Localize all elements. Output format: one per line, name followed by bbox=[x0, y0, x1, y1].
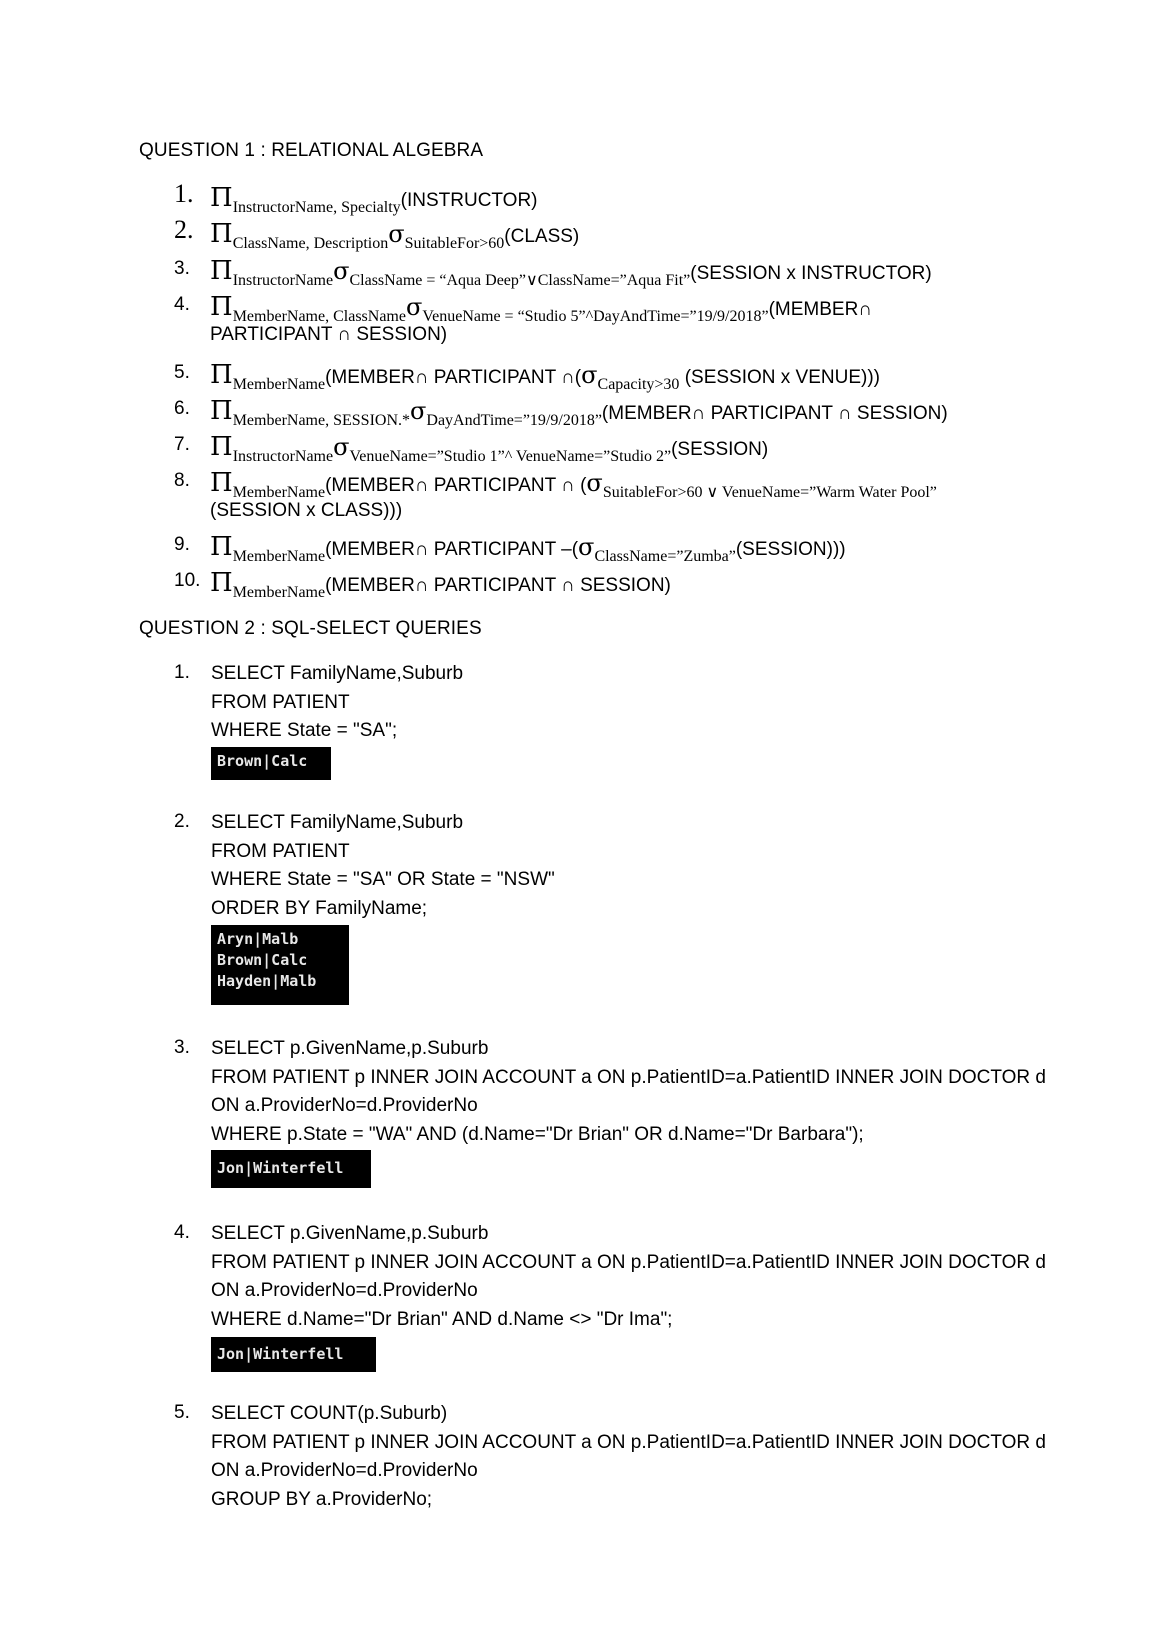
relation: (CLASS) bbox=[504, 226, 580, 247]
sql-line: SELECT FamilyName,Suburb bbox=[211, 812, 464, 833]
projection-attributes: MemberName bbox=[232, 484, 326, 501]
ra-expression bbox=[210, 219, 580, 252]
sql-line: ON a.ProviderNo=d.ProviderNo bbox=[211, 1460, 478, 1481]
ra-expression bbox=[210, 432, 769, 465]
sigma-symbol: σ bbox=[405, 293, 423, 321]
relation: (MEMBER∩ bbox=[768, 299, 872, 320]
ra-item-number: 3. bbox=[174, 258, 190, 279]
projection-attributes: ClassName, Description bbox=[232, 235, 389, 252]
projection-attributes: InstructorName bbox=[232, 448, 334, 465]
sql-line: WHERE State = "SA" OR State = "NSW" bbox=[211, 869, 555, 890]
sql-line: ON a.ProviderNo=d.ProviderNo bbox=[211, 1280, 478, 1301]
projection-attributes: MemberName bbox=[232, 376, 326, 393]
ra-expression bbox=[210, 183, 538, 216]
sql-query bbox=[211, 809, 555, 923]
sql-line: SELECT p.GivenName,p.Suburb bbox=[211, 1038, 489, 1059]
question-1-heading: QUESTION 1 : RELATIONAL ALGEBRA bbox=[139, 140, 484, 161]
pi-symbol: Π bbox=[210, 256, 233, 286]
projection-attributes: MemberName, SESSION.* bbox=[232, 412, 410, 429]
projection-attributes: InstructorName bbox=[232, 272, 334, 289]
selection-condition: DayAndTime=”19/9/2018” bbox=[426, 412, 602, 429]
pi-symbol: Π bbox=[210, 568, 233, 598]
sigma-symbol: σ bbox=[586, 469, 603, 497]
relation-tail: (SESSION x VENUE))) bbox=[679, 367, 880, 388]
sql-query bbox=[211, 1220, 1046, 1334]
pi-symbol: Π bbox=[210, 219, 233, 249]
ra-expression bbox=[210, 292, 872, 325]
sql-item-number: 1. bbox=[174, 662, 190, 683]
result-row: Aryn|Malb bbox=[217, 930, 299, 948]
result-row: Jon|Winterfell bbox=[217, 1159, 344, 1177]
pi-symbol: Π bbox=[210, 396, 233, 426]
sql-line: FROM PATIENT p INNER JOIN ACCOUNT a ON p.PatientID=a.PatientID INNER JOIN DOCTOR d bbox=[211, 1431, 1046, 1453]
projection-attributes: InstructorName, Specialty bbox=[232, 199, 401, 216]
sql-line: FROM PATIENT bbox=[211, 840, 350, 862]
sql-line: WHERE p.State = "WA" AND (d.Name="Dr Brian" OR d.Name="Dr Barbara"); bbox=[211, 1123, 864, 1145]
relation: (INSTRUCTOR) bbox=[400, 190, 538, 211]
selection-condition: VenueName = “Studio 5”^DayAndTime=”19/9/2018” bbox=[422, 308, 769, 325]
sql-line: ON a.ProviderNo=d.ProviderNo bbox=[211, 1095, 478, 1116]
ra-expression-continuation: PARTICIPANT ∩ SESSION) bbox=[210, 324, 448, 345]
result-row: Brown|Calc bbox=[217, 752, 308, 770]
projection-attributes: MemberName bbox=[232, 548, 326, 565]
sigma-symbol: σ bbox=[388, 220, 405, 248]
ra-expression bbox=[210, 256, 932, 289]
sql-line: WHERE State = "SA"; bbox=[211, 720, 398, 741]
ra-item-number: 1. bbox=[174, 179, 194, 208]
selection-condition: ClassName = “Aqua Deep”∨ClassName=”Aqua Fit” bbox=[349, 272, 691, 289]
sigma-symbol: σ bbox=[581, 361, 598, 389]
pi-symbol: Π bbox=[210, 532, 233, 562]
selection-condition: SuitableFor>60 bbox=[404, 235, 505, 252]
ra-item-number: 7. bbox=[174, 434, 190, 455]
ra-item-number: 5. bbox=[174, 362, 190, 383]
pi-symbol: Π bbox=[210, 360, 233, 390]
selection-condition: ClassName=”Zumba” bbox=[594, 548, 736, 565]
selection-condition: VenueName=”Studio 1”^ VenueName=”Studio 2” bbox=[349, 448, 672, 465]
sql-line: FROM PATIENT p INNER JOIN ACCOUNT a ON p.PatientID=a.PatientID INNER JOIN DOCTOR d bbox=[211, 1251, 1046, 1273]
relation-tail: (SESSION))) bbox=[735, 539, 846, 560]
ra-item-number: 6. bbox=[174, 398, 190, 419]
relation: (MEMBER∩ PARTICIPANT ∩ SESSION) bbox=[325, 575, 671, 596]
sql-item-number: 2. bbox=[174, 811, 190, 832]
projection-attributes: MemberName, ClassName bbox=[232, 308, 406, 325]
relation: (MEMBER∩ PARTICIPANT ∩( bbox=[325, 367, 582, 388]
result-row: Hayden|Malb bbox=[217, 972, 317, 990]
pi-symbol: Π bbox=[210, 292, 233, 322]
query-result bbox=[211, 1337, 376, 1372]
ra-expression bbox=[210, 468, 937, 501]
sigma-symbol: σ bbox=[578, 533, 595, 561]
selection-condition: Capacity>30 bbox=[597, 376, 680, 393]
sql-query bbox=[211, 1035, 1046, 1149]
query-result bbox=[211, 925, 349, 1005]
sql-query bbox=[211, 660, 463, 746]
ra-expression-continuation: (SESSION x CLASS))) bbox=[210, 500, 403, 521]
sql-query bbox=[211, 1400, 1046, 1514]
ra-item-number: 4. bbox=[174, 294, 190, 315]
question-2-heading: QUESTION 2 : SQL-SELECT QUERIES bbox=[139, 618, 482, 639]
sql-line: SELECT COUNT(p.Suburb) bbox=[211, 1403, 448, 1424]
ra-expression bbox=[210, 360, 880, 393]
sql-line: GROUP BY a.ProviderNo; bbox=[211, 1488, 433, 1510]
sql-line: ORDER BY FamilyName; bbox=[211, 897, 428, 919]
ra-expression bbox=[210, 532, 846, 565]
sql-item-number: 4. bbox=[174, 1222, 190, 1243]
sql-line: SELECT FamilyName,Suburb bbox=[211, 663, 464, 684]
ra-expression bbox=[210, 568, 671, 601]
sigma-symbol: σ bbox=[410, 397, 427, 425]
query-result bbox=[211, 747, 331, 780]
relation: (MEMBER∩ PARTICIPANT ∩ ( bbox=[325, 475, 587, 496]
relation: (SESSION x INSTRUCTOR) bbox=[690, 263, 932, 284]
ra-item-number: 10. bbox=[174, 570, 201, 591]
selection-condition: SuitableFor>60 ∨ VenueName=”Warm Water Pool” bbox=[602, 484, 937, 501]
pi-symbol: Π bbox=[210, 468, 233, 498]
ra-expression bbox=[210, 396, 948, 429]
sql-line: FROM PATIENT p INNER JOIN ACCOUNT a ON p.PatientID=a.PatientID INNER JOIN DOCTOR d bbox=[211, 1066, 1046, 1088]
relation: (SESSION) bbox=[671, 439, 769, 460]
pi-symbol: Π bbox=[210, 432, 233, 462]
result-row: Brown|Calc bbox=[217, 951, 308, 969]
query-result bbox=[211, 1150, 371, 1188]
sql-line: SELECT p.GivenName,p.Suburb bbox=[211, 1223, 489, 1244]
sql-item-number: 5. bbox=[174, 1402, 190, 1423]
relation: (MEMBER∩ PARTICIPANT –( bbox=[325, 539, 579, 560]
relation: (MEMBER∩ PARTICIPANT ∩ SESSION) bbox=[601, 403, 948, 424]
sigma-symbol: σ bbox=[333, 433, 350, 461]
sql-item-number: 3. bbox=[174, 1037, 190, 1058]
sigma-symbol: σ bbox=[333, 257, 350, 285]
sql-line: FROM PATIENT bbox=[211, 691, 350, 713]
pi-symbol: Π bbox=[210, 183, 233, 213]
result-row: Jon|Winterfell bbox=[217, 1345, 344, 1363]
projection-attributes: MemberName bbox=[232, 584, 326, 601]
sql-line: WHERE d.Name="Dr Brian" AND d.Name <> "Dr Ima"; bbox=[211, 1308, 673, 1330]
ra-item-number: 8. bbox=[174, 470, 190, 491]
ra-item-number: 9. bbox=[174, 534, 190, 555]
ra-item-number: 2. bbox=[174, 215, 194, 244]
